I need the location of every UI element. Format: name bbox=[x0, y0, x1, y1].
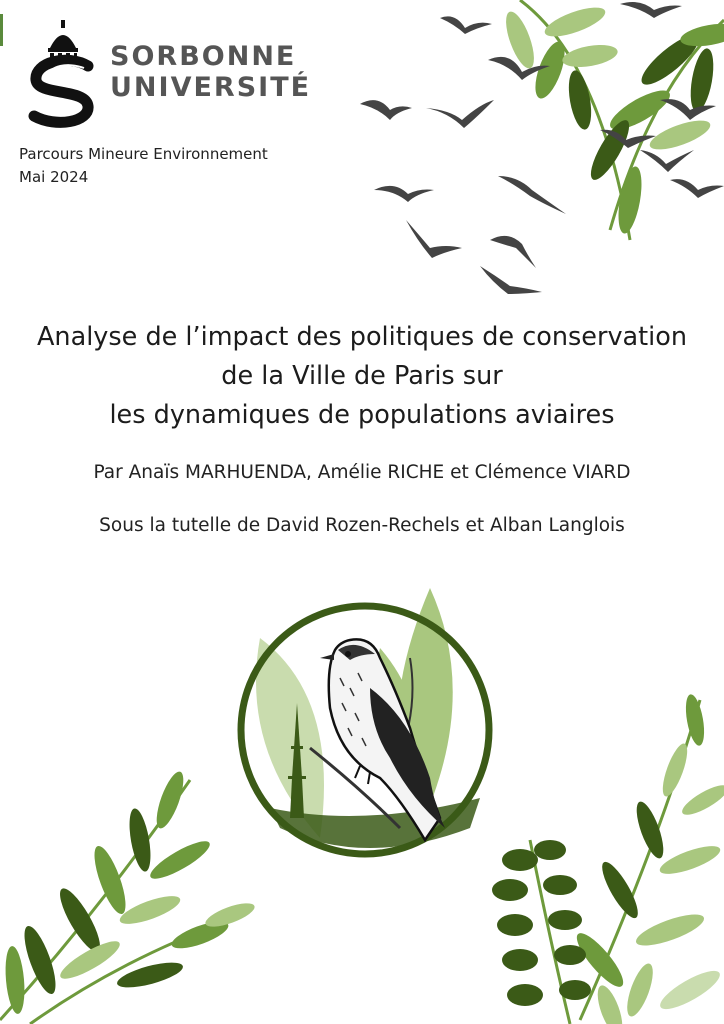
course-date: Mai 2024 bbox=[19, 168, 89, 186]
title-line-1: Analyse de l’impact des politiques de conservation bbox=[36, 322, 688, 352]
sorbonne-logo bbox=[28, 18, 312, 128]
supervision-line: Sous la tutelle de David Rozen-Rechels et Alban Langlois bbox=[99, 515, 625, 536]
flying-birds-icon bbox=[350, 0, 724, 300]
title-line-2: de la Ville de Paris sur bbox=[221, 361, 503, 391]
edge-accent bbox=[0, 14, 3, 46]
bird-emblem-icon bbox=[230, 578, 500, 868]
brand-name-line-2: UNIVERSITÉ bbox=[110, 72, 312, 103]
sorbonne-logo-icon bbox=[28, 18, 98, 128]
olive-branch-icon bbox=[490, 690, 724, 1024]
olive-branch-icon bbox=[0, 760, 260, 1024]
authors-line: Par Anaïs MARHUENDA, Amélie RICHE et Clémence VIARD bbox=[93, 462, 631, 483]
course-info bbox=[19, 143, 268, 189]
report-title bbox=[0, 318, 724, 435]
brand-name-line-1: SORBONNE bbox=[110, 41, 297, 72]
title-line-3: les dynamiques de populations aviaires bbox=[109, 400, 615, 430]
course-name: Parcours Mineure Environnement bbox=[19, 145, 268, 163]
